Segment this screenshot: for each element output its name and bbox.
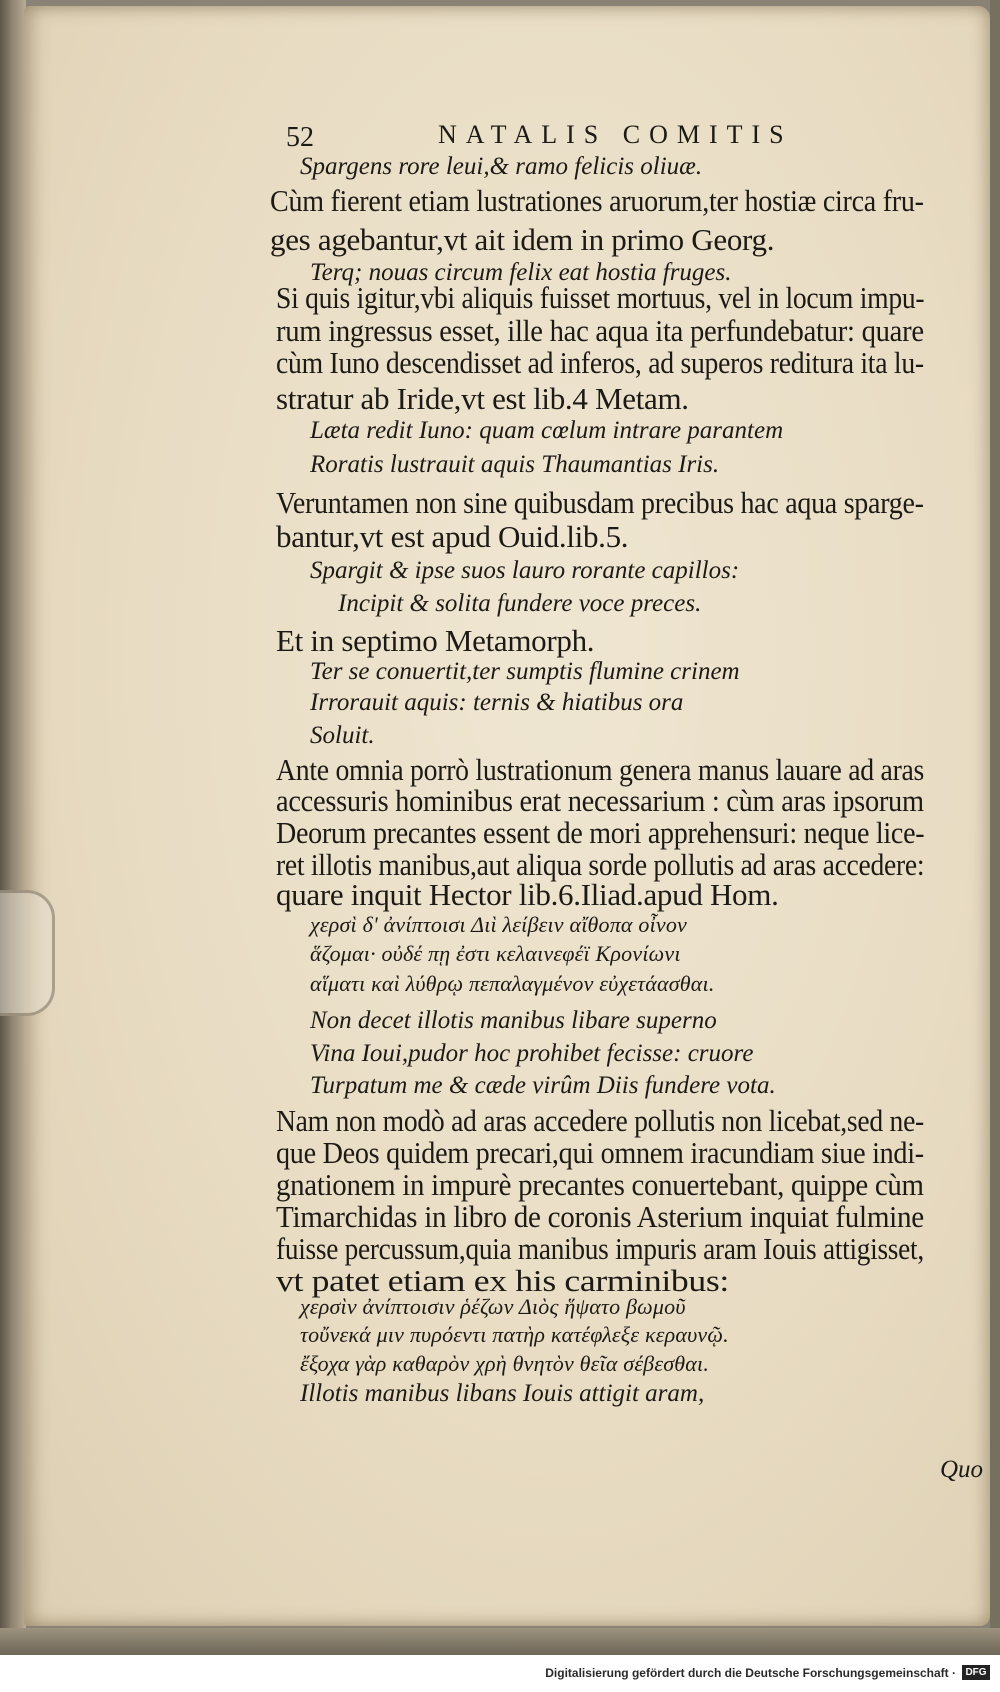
text-line: Nam non modò ad aras accedere pollutis non licebat,sed ne-: [276, 1103, 924, 1138]
verse-line: Irrorauit aquis: ternis & hiatibus ora: [310, 689, 684, 716]
footer-bar: [0, 1655, 1000, 1692]
greek-verse-line: χερσὶν ἀνίπτοισιν ῥέζων Διὸς ἥψατο βωμοῦ: [300, 1294, 686, 1319]
text-line: Si quis igitur,vbi aliquis fuisset mortuus, vel in locum impu-: [276, 280, 925, 315]
text-line: cùm Iuno descendisset ad inferos, ad superos reditura ita lu-: [276, 345, 924, 380]
text-line: que Deos quidem precari,qui omnem iracundiam siue indi-: [276, 1135, 924, 1170]
greek-verse-line: αἵματι καὶ λύθρῳ πεπαλαγμένον εὐχετάασθαι.: [310, 971, 715, 996]
text-line: ges agebantur,vt ait idem in primo Georg.: [270, 222, 775, 257]
running-head: NATALIS COMITIS: [438, 120, 793, 149]
book-clasp: [0, 890, 55, 1016]
text-line: gnationem in impurè precantes conuertebant, quippe cùm: [276, 1167, 924, 1202]
text-line: rum ingressus esset, ille hac aqua ita perfundebatur: quare: [276, 313, 924, 348]
text-line: Ante omnia porrò lustrationum genera manus lauare ad aras: [276, 752, 925, 787]
dfg-logo: DFG: [962, 1665, 990, 1680]
greek-verse-line: ἔξοχα γὰρ καθαρὸν χρὴ θνητὸν θεῖα σέβεσθαι.: [300, 1351, 710, 1376]
verse-line: Ter se conuertit,ter sumptis flumine crinem: [310, 658, 740, 685]
book-gutter: [0, 0, 26, 1655]
greek-verse-line: ἅζομαι· οὐδέ πῃ ἐστι κελαινεφέϊ Κρονίωνι: [310, 941, 681, 966]
text-line: fuisse percussum,quia manibus impuris aram Iouis attigisset,: [276, 1231, 924, 1266]
verse-line: Spargit & ipse suos lauro rorante capillos:: [310, 557, 740, 584]
page-right-edge: [990, 0, 1000, 1655]
verse-line: Incipit & solita fundere voce preces.: [338, 590, 702, 617]
text-line: Cùm fierent etiam lustrationes aruorum,ter hostiæ circa fru-: [270, 183, 924, 218]
text-line: Deorum precantes essent de mori apprehensuri: neque lice-: [276, 815, 925, 850]
text-line: stratur ab Iride,vt est lib.4 Metam.: [276, 381, 689, 416]
text-line: quare inquit Hector lib.6.Iliad.apud Hom.: [276, 877, 779, 912]
page-bottom-edge: [0, 1628, 1000, 1655]
verse-line: Turpatum me & cæde virûm Diis fundere vota.: [310, 1072, 776, 1099]
greek-verse-line: τοὔνεκά μιν πυρόεντι πατὴρ κατέφλεξε κεραυνῷ.: [300, 1322, 729, 1347]
verse-line: Illotis manibus libans Iouis attigit aram,: [300, 1380, 705, 1407]
verse-line: Non decet illotis manibus libare superno: [310, 1007, 717, 1034]
funding-credit: Digitalisierung gefördert durch die Deutsche Forschungsgemeinschaft ·: [545, 1666, 956, 1680]
text-line: Veruntamen non sine quibusdam precibus hac aqua sparge-: [276, 485, 924, 520]
verse-line: Terq; nouas circum felix eat hostia fruges.: [310, 259, 732, 286]
text-line: ret illotis manibus,aut aliqua sorde pollutis ad aras accedere:: [276, 847, 925, 882]
text-line: vt patet etiam ex his carminibus:: [276, 1263, 729, 1298]
verse-line: Soluit.: [310, 722, 375, 749]
text-line: Et in septimo Metamorph.: [276, 623, 595, 658]
catchword: Quo: [940, 1456, 984, 1483]
verse-line: Læta redit Iuno: quam cœlum intrare parantem: [310, 417, 784, 444]
greek-verse-line: χερσὶ δ' ἀνίπτοισι Διὶ λείβειν αἴθοπα οἶνον: [310, 912, 688, 937]
text-line: accessuris hominibus erat necessarium : cùm aras ipsorum: [276, 783, 924, 818]
text-line: bantur,vt est apud Ouid.lib.5.: [276, 519, 629, 554]
verse-line: Spargens rore leui,& ramo felicis oliuæ.: [300, 153, 703, 180]
verse-line: Roratis lustrauit aquis Thaumantias Iris.: [310, 451, 720, 478]
page-number: 52: [286, 122, 314, 153]
text-line: Timarchidas in libro de coronis Asterium inquiat fulmine: [276, 1199, 924, 1234]
verse-line: Vina Ioui,pudor hoc prohibet fecisse: cruore: [310, 1040, 754, 1067]
